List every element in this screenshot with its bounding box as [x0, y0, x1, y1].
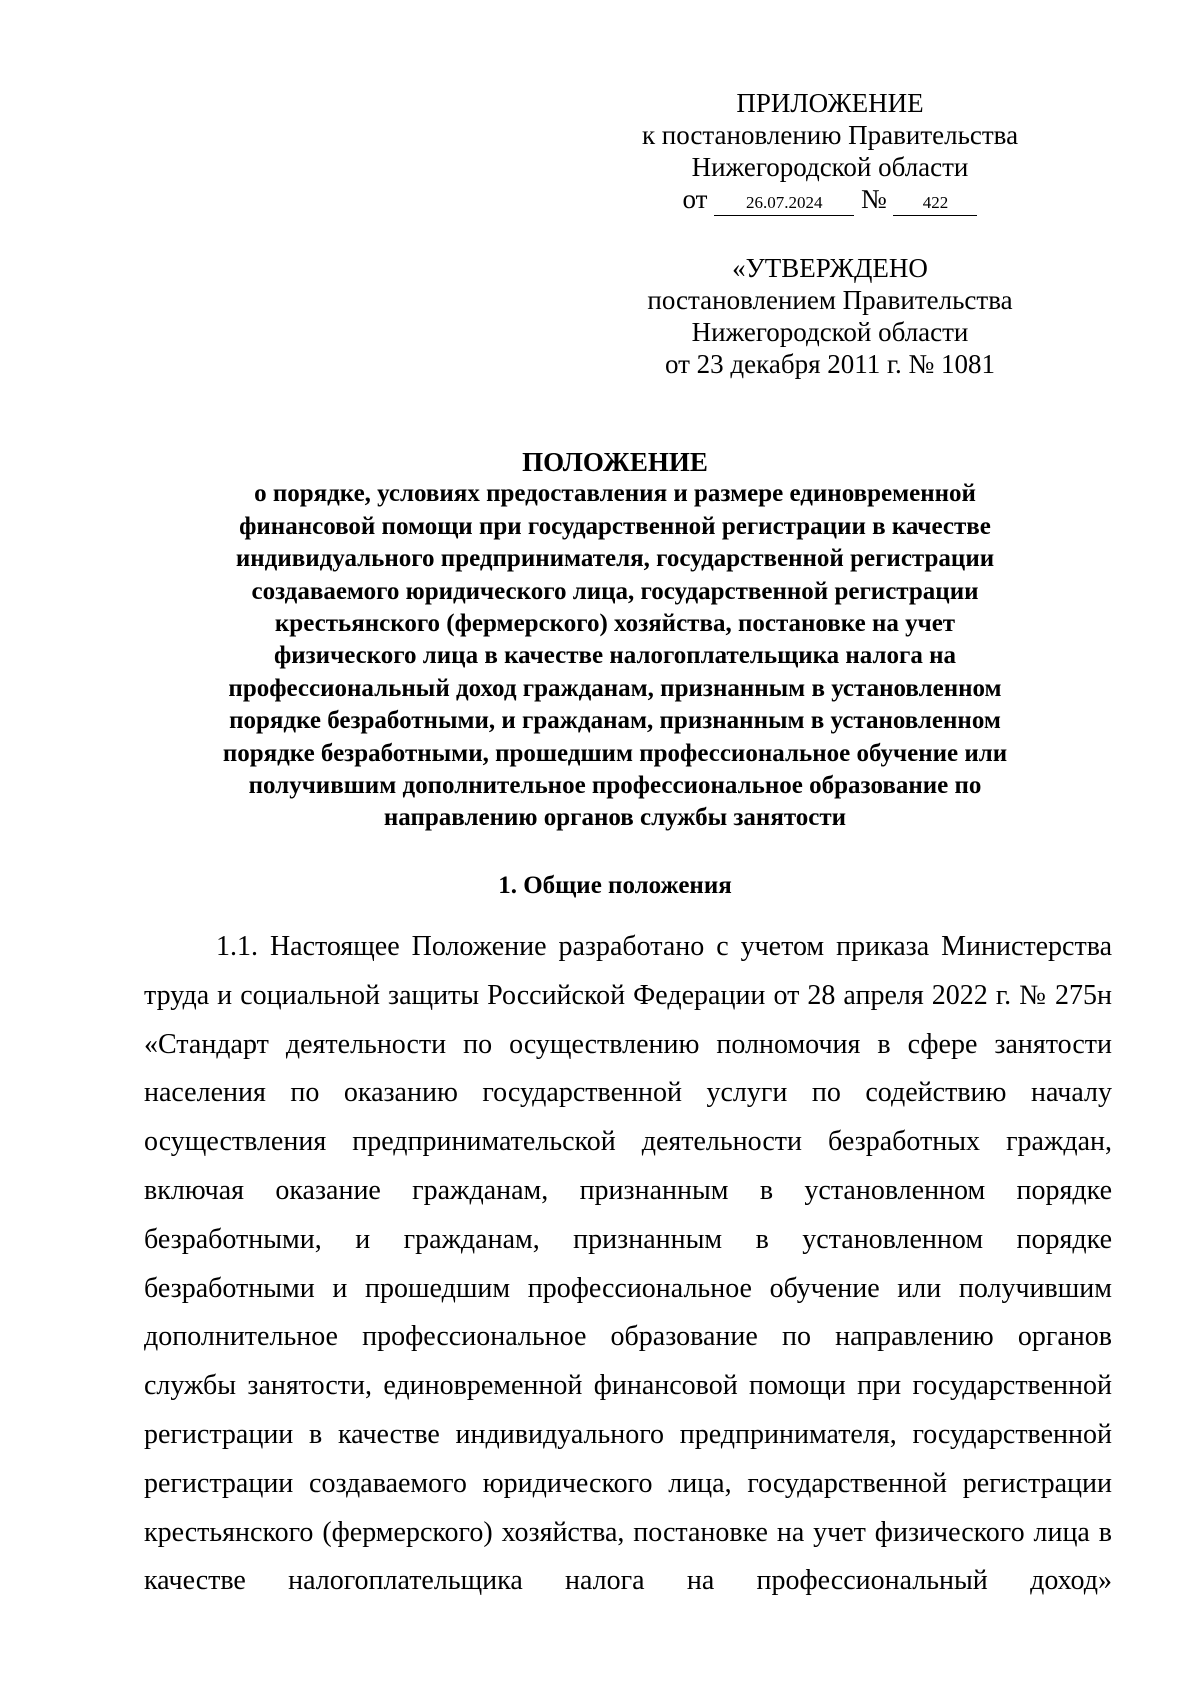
subtitle-line: получившим дополнительное профессиональное образование по	[248, 772, 982, 800]
subtitle-line: физического лица в качестве налогоплательщика налога на	[273, 642, 957, 670]
paragraph-line: «Стандарт деятельности по осуществлению полномочия в сфере занятости	[144, 1028, 1112, 1060]
appendix-number: 422	[893, 191, 977, 216]
paragraph-line: безработными, и гражданам, признанным в установленном порядке	[144, 1223, 1112, 1255]
section-paragraph	[144, 923, 1112, 1606]
subtitle-line: индивидуального предпринимателя, государственной регистрации	[235, 545, 995, 573]
paragraph-line: безработными и прошедшим профессиональное обучение или получившим	[144, 1272, 1112, 1304]
subtitle-line: о порядке, условиях предоставления и размере единовременной	[254, 480, 976, 508]
approved-line-1: «УТВЕРЖДЕНО	[732, 253, 928, 283]
approved-line-4: от 23 декабря 2011 г. № 1081	[664, 349, 996, 379]
subtitle-line: порядке безработными, и гражданам, признанным в установленном	[229, 707, 1001, 735]
paragraph-line: дополнительное профессиональное образование по направлению органов	[144, 1321, 1112, 1353]
paragraph-line: регистрации создаваемого юридического лица, государственной регистрации	[144, 1467, 1112, 1499]
paragraph-line: осуществления предпринимательской деятельности безработных граждан,	[144, 1126, 1112, 1158]
from-label: от	[682, 184, 708, 214]
paragraph-line: труда и социальной защиты Российской Федерации от 28 апреля 2022 г. № 275н	[144, 979, 1112, 1011]
subtitle-line: финансовой помощи при государственной регистрации в качестве	[239, 512, 991, 540]
appendix-line-1: к постановлению Правительства	[641, 120, 1019, 150]
approved-line-3: Нижегородской области	[691, 317, 969, 347]
subtitle-line: направлению органов службы занятости	[383, 804, 847, 832]
approved-line-2: постановлением Правительства	[647, 285, 1013, 315]
document-title-block	[130, 446, 1100, 835]
paragraph-line: качестве налогоплательщика налога на профессиональный доход»	[144, 1565, 1112, 1597]
subtitle-line: крестьянского (фермерского) хозяйства, постановке на учет	[274, 610, 956, 638]
appendix-line-2: Нижегородской области	[691, 152, 969, 182]
section-heading: 1. Общие положения	[498, 872, 732, 899]
subtitle-line: порядке безработными, прошедшим профессиональное обучение или	[222, 739, 1008, 767]
appendix-date-line	[560, 183, 1100, 216]
paragraph-line: включая оказание гражданам, признанным в установленном порядке	[144, 1174, 1112, 1206]
paragraph-line: службы занятости, единовременной финансовой помощи при государственной	[144, 1370, 1112, 1402]
paragraph-line: крестьянского (фермерского) хозяйства, постановке на учет физического лица в	[144, 1516, 1112, 1548]
appendix-header	[560, 87, 1100, 216]
paragraph-line: 1.1. Настоящее Положение разработано с учетом приказа Министерства	[216, 931, 1112, 962]
number-label: №	[860, 184, 887, 214]
paragraph-line: регистрации в качестве индивидуального предпринимателя, государственной	[144, 1418, 1112, 1450]
approved-block	[560, 252, 1100, 380]
subtitle-line: профессиональный доход гражданам, признанным в установленном	[228, 674, 1002, 702]
paragraph-line: населения по оказанию государственной услуги по содействию началу	[144, 1077, 1112, 1109]
document-title: ПОЛОЖЕНИЕ	[522, 447, 708, 477]
appendix-title: ПРИЛОЖЕНИЕ	[736, 88, 924, 118]
appendix-date: 26.07.2024	[714, 191, 854, 216]
subtitle-line: создаваемого юридического лица, государственной регистрации	[251, 577, 979, 605]
